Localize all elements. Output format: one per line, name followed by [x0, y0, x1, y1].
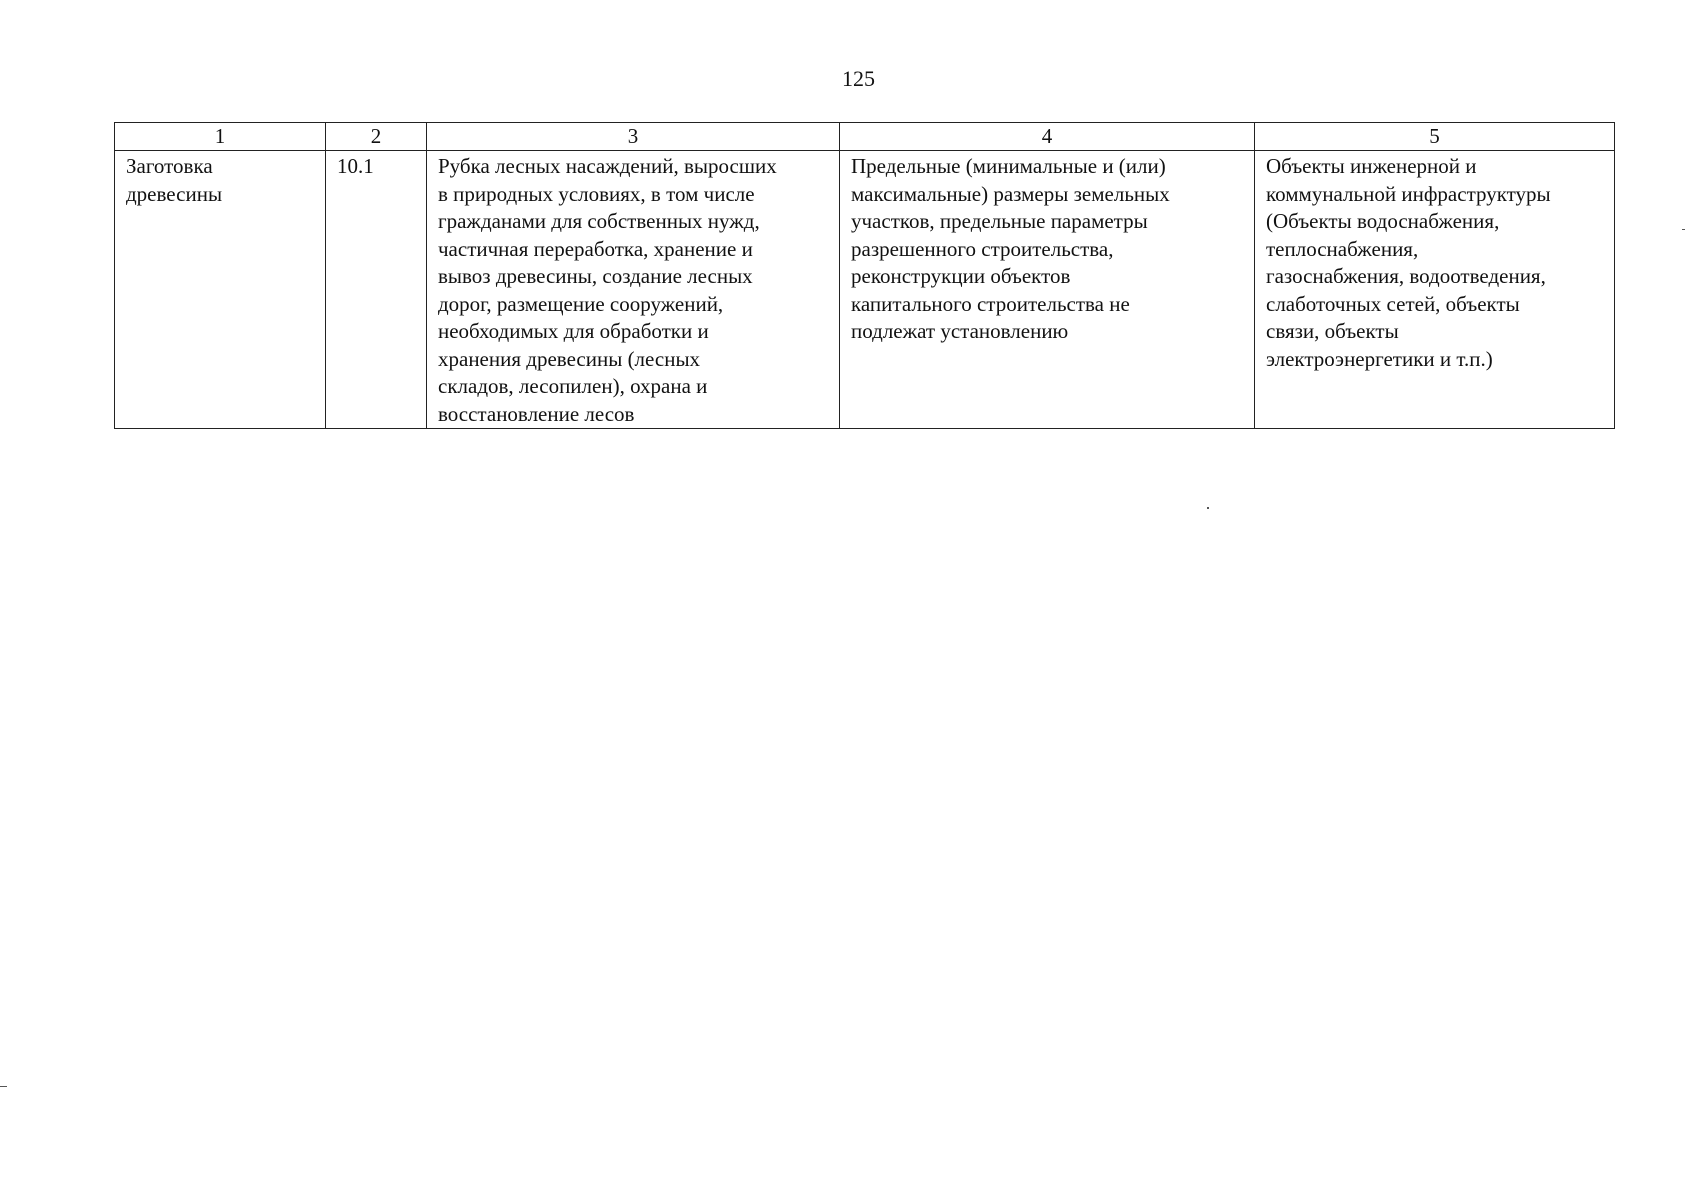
limit-parameters: Предельные (минимальные и (или) максимальные) размеры земельных участков, предельные параметры разрешенного строительства, реконструкции объектов капитального строительства не подлежат установлению: [851, 154, 1170, 343]
land-use-code-cell: [326, 151, 427, 429]
land-use-code: 10.1: [337, 154, 374, 178]
land-use-description: Рубка лесных насаждений, выросших в природных условиях, в том числе гражданами для собственных нужд, частичная переработка, хранение и вывоз древесины, создание лесных дорог, размещение сооружений, необходимых для обработки и хранения древесины (лесных складов, лесопилен), охрана и восстановление лесов: [438, 154, 777, 426]
column-header-3: 3: [427, 123, 840, 151]
column-header-2: 2: [326, 123, 427, 151]
land-use-name-cell: [115, 151, 326, 429]
table-row: [115, 151, 1615, 429]
scan-artifact-dot: [1207, 507, 1209, 509]
zoning-table: [114, 122, 1615, 429]
land-use-name: Заготовка древесины: [126, 154, 223, 206]
column-header-5: 5: [1255, 123, 1615, 151]
infrastructure-objects: Объекты инженерной и коммунальной инфраструктуры (Объекты водоснабжения, теплоснабжения, газоснабжения, водоотведения, слаботочных сетей, объекты связи, объекты электроэнергетики и т.п.): [1266, 154, 1551, 371]
limit-parameters-cell: [840, 151, 1255, 429]
column-header-1: 1: [115, 123, 326, 151]
page-number: 125: [842, 66, 875, 91]
land-use-description-cell: [427, 151, 840, 429]
infrastructure-cell: [1255, 151, 1615, 429]
scan-artifact-tick-right: [1682, 229, 1685, 230]
table-header-row: [115, 123, 1615, 151]
scan-artifact-tick-left: [0, 1086, 7, 1087]
column-header-4: 4: [840, 123, 1255, 151]
